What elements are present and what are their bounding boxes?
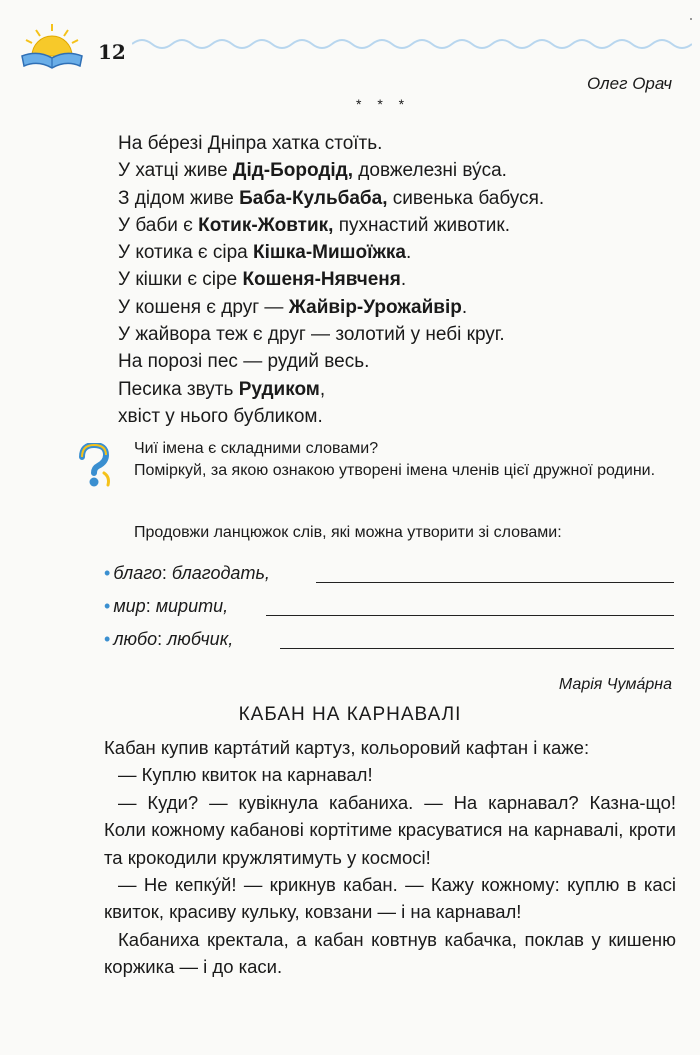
question-2: Поміркуй, за якою ознакою утворені імена членів цієї дружної родини. bbox=[134, 462, 656, 479]
bullet-icon: • bbox=[104, 629, 111, 649]
poem-line: хвіст у нього бубликом. bbox=[118, 405, 323, 427]
poem-author: Олег Орач bbox=[587, 74, 672, 93]
questions-block bbox=[134, 438, 669, 482]
sun-over-book-icon bbox=[18, 22, 86, 72]
story-paragraph: Кабан купив карта́тий картуз, кольоровий кафтан і каже: bbox=[104, 737, 590, 758]
bullet-icon: • bbox=[104, 563, 111, 583]
task-instruction: Продовжи ланцюжок слів, які можна утворити зі словами: bbox=[134, 524, 562, 541]
answer-line[interactable] bbox=[280, 648, 674, 649]
story-author: Марія Чума́рна bbox=[558, 676, 672, 693]
story-text bbox=[104, 734, 676, 981]
poem bbox=[118, 130, 544, 430]
question-mark-icon bbox=[74, 443, 114, 489]
poem-line: У котика є сіра Кішка-Мишоїжка. bbox=[118, 242, 412, 264]
example-item: • любо: любчик, bbox=[104, 629, 234, 649]
answer-line[interactable] bbox=[266, 615, 674, 616]
poem-line: Песика звуть Рудиком, bbox=[118, 378, 326, 400]
example-item: • мир: мирити, bbox=[104, 596, 229, 616]
page-header bbox=[0, 0, 700, 80]
poem-line: На порозі пес — рудий весь. bbox=[118, 351, 370, 373]
story-paragraph: — Куплю квиток на карнавал! bbox=[118, 764, 373, 786]
story-paragraph: — Куди? — кувікнула кабаниха. — На карнавал? Казна-що! Коли кожному кабанові кортітиме красуватися на карнавалі, кроти та крокодили кружлятимуть у космосі! bbox=[104, 791, 676, 868]
story-title: КАБАН НА КАРНАВАЛІ bbox=[238, 704, 462, 725]
poem-separator: * * * bbox=[356, 96, 411, 112]
poem-line: У баби є Котик-Жовтик, пухнастий животик. bbox=[118, 214, 511, 236]
answer-line[interactable] bbox=[316, 582, 674, 583]
example-item: • благо: благодать, bbox=[104, 563, 270, 583]
story-paragraph: Кабаниха кректала, а кабан ковтнув кабачка, поклав у кишеню коржика — і до каси. bbox=[104, 928, 676, 978]
poem-line: У кошеня є друг — Жайвір-Урожайвір. bbox=[118, 296, 468, 318]
poem-line: На бе́резі Дніпра хатка стоїть. bbox=[118, 133, 383, 154]
question-1: Чиї імена є складними словами? bbox=[134, 440, 379, 457]
page-number: 12 bbox=[98, 40, 126, 64]
margin-mark bbox=[690, 18, 692, 20]
poem-line: У хатці живе Дід-Бородід, довжелезні ву́са. bbox=[118, 160, 507, 182]
poem-line: З дідом живе Баба-Кульбаба, сивенька бабуся. bbox=[118, 187, 545, 209]
bullet-icon: • bbox=[104, 596, 111, 616]
decorative-wave bbox=[132, 32, 692, 56]
story-paragraph: — Не кепку́й! — крикнув кабан. — Кажу кожному: куплю в касі квиток, красиву кульку, ковзани — і на карнавал! bbox=[104, 874, 676, 923]
poem-line: У жайвора теж є друг — золотий у небі круг. bbox=[118, 324, 505, 346]
poem-line: У кішки є сіре Кошеня-Нявченя. bbox=[118, 269, 407, 291]
